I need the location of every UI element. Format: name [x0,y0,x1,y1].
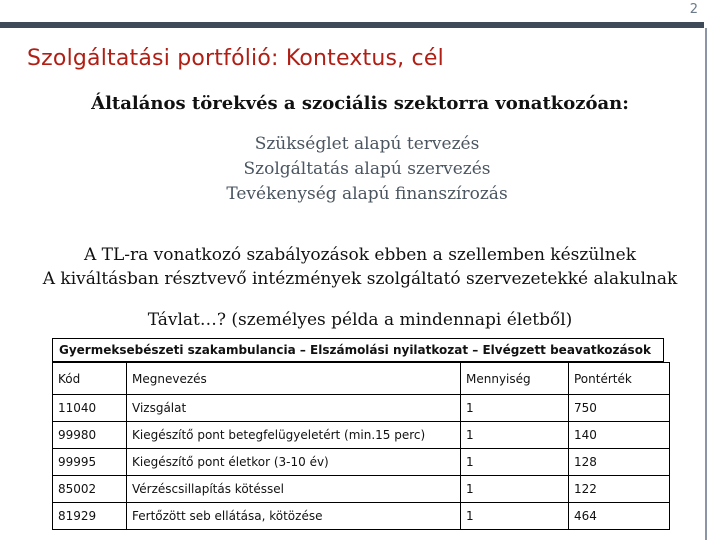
note-line: A kiváltásban résztvevő intézmények szolgáltató szervezetekké alakulnak [42,269,678,289]
table-row [53,449,670,476]
cell-code: 11040 [53,395,127,422]
cell-code: 81929 [53,503,127,530]
principle-item: Tevékenység alapú finanszírozás [226,184,508,204]
table-caption: Gyermeksebészeti szakambulancia – Elszámolási nyilatkozat – Elvégzett beavatkozások [52,338,664,362]
cell-name: Vizsgálat [127,395,461,422]
cell-quantity: 1 [461,476,569,503]
header-bar [0,22,704,28]
cell-code: 99995 [53,449,127,476]
table-header-row [53,363,670,395]
cell-name: Kiegészítő pont betegfelügyeletért (min.15 perc) [127,422,461,449]
cell-name: Kiegészítő pont életkor (3-10 év) [127,449,461,476]
principles-list [0,132,720,207]
cell-points: 464 [569,503,670,530]
cell-name: Vérzéscsillapítás kötéssel [127,476,461,503]
header-code: Kód [53,363,127,395]
notes-block [0,243,720,291]
header-name: Megnevezés [127,363,461,395]
cell-points: 128 [569,449,670,476]
cell-quantity: 1 [461,422,569,449]
cell-quantity: 1 [461,449,569,476]
page-number: 2 [689,2,698,17]
principle-item: Szükséglet alapú tervezés [254,134,480,154]
note-line: A TL-ra vonatkozó szabályozások ebben a szellemben készülnek [83,245,637,265]
cell-code: 85002 [53,476,127,503]
cell-quantity: 1 [461,503,569,530]
cell-points: 140 [569,422,670,449]
slide-title: Szolgáltatási portfólió: Kontextus, cél [27,46,444,71]
table-row [53,422,670,449]
slide-subtitle: Általános törekvés a szociális szektorra vonatkozóan: [91,93,629,114]
table-row [53,476,670,503]
table-row [53,395,670,422]
procedures-table [52,362,670,530]
header-quantity: Mennyiség [461,363,569,395]
cell-points: 750 [569,395,670,422]
cell-code: 99980 [53,422,127,449]
cell-quantity: 1 [461,395,569,422]
principle-item: Szolgáltatás alapú szervezés [243,159,491,179]
cell-name: Fertőzött seb ellátása, kötözése [127,503,461,530]
header-points: Pontérték [569,363,670,395]
cell-points: 122 [569,476,670,503]
future-line: Távlat…? (személyes példa a mindennapi életből) [147,310,573,330]
table-row [53,503,670,530]
